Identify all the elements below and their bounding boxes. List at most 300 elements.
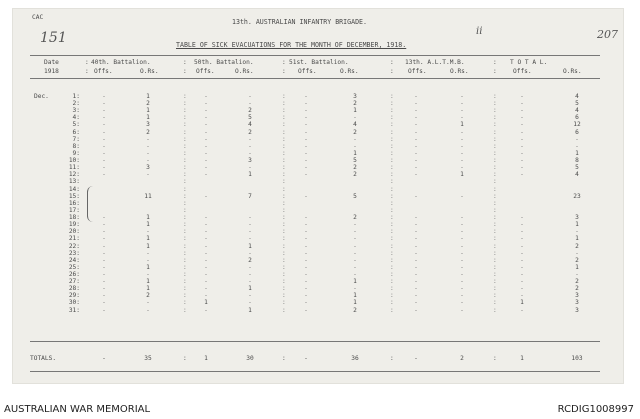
- cell-value: 2: [146, 292, 150, 300]
- cell-value: -: [414, 278, 418, 286]
- row-date: 4:: [72, 114, 80, 122]
- total-value: 1: [520, 355, 524, 362]
- column-separator: :: [493, 285, 497, 293]
- cell-value: -: [102, 107, 106, 115]
- cell-value: -: [146, 299, 150, 307]
- row-date: 21:: [68, 235, 80, 243]
- column-separator: :: [282, 278, 286, 286]
- column-separator: :: [282, 171, 286, 179]
- cell-value: 2: [575, 256, 579, 264]
- cell-value: 3: [248, 157, 252, 165]
- row-date: 12:: [68, 171, 80, 179]
- cell-value: -: [414, 157, 418, 165]
- cell-value: -: [353, 249, 357, 257]
- cell-value: 2: [353, 306, 357, 314]
- corner-code: CAC: [32, 14, 44, 21]
- cell-value: -: [248, 249, 252, 257]
- column-separator: :: [183, 142, 187, 150]
- column-separator: :: [390, 271, 394, 278]
- row-date: 19:: [68, 221, 80, 229]
- cell-value: -: [460, 292, 464, 300]
- cell-value: -: [414, 142, 418, 150]
- cell-value: -: [146, 228, 150, 236]
- row-date: 11:: [68, 164, 80, 172]
- cell-value: -: [520, 285, 524, 293]
- column-separator: :: [390, 93, 394, 100]
- row-date: 5:: [72, 121, 80, 129]
- cell-value: -: [414, 242, 418, 250]
- column-separator: :: [183, 206, 187, 214]
- cell-value: -: [102, 149, 106, 157]
- cell-value: 2: [575, 278, 579, 286]
- cell-value: -: [460, 142, 464, 150]
- totals-separator: :: [390, 355, 394, 362]
- total-value: 30: [246, 355, 254, 362]
- column-separator: :: [282, 128, 286, 136]
- column-separator: :: [183, 235, 187, 243]
- cell-value: -: [304, 306, 308, 314]
- row-date: 30:: [68, 299, 80, 307]
- row-date: 13:: [68, 178, 80, 186]
- cell-value: -: [204, 107, 208, 115]
- cell-value: -: [353, 285, 357, 293]
- cell-value: -: [204, 214, 208, 222]
- handwritten-mark: ii: [476, 26, 483, 37]
- row-date: 24:: [68, 256, 80, 264]
- column-separator: :: [493, 114, 497, 122]
- column-separator: :: [282, 135, 286, 143]
- column-separator: :: [390, 263, 394, 271]
- row-date: 25:: [68, 263, 80, 271]
- cell-value: -: [102, 306, 106, 314]
- cell-value: -: [520, 107, 524, 115]
- cell-value: 2: [248, 128, 252, 136]
- column-separator: :: [493, 171, 497, 179]
- totals-top-rule: [30, 341, 600, 342]
- cell-value: -: [414, 164, 418, 172]
- cell-value: 1: [353, 107, 357, 115]
- column-separator: :: [390, 135, 394, 143]
- column-separator: :: [282, 192, 286, 200]
- column-separator: :: [390, 278, 394, 286]
- column-separator: :: [282, 199, 286, 207]
- cell-value: -: [102, 249, 106, 257]
- cell-value: -: [204, 271, 208, 278]
- header-separator: :: [282, 68, 286, 75]
- cell-value: -: [304, 299, 308, 307]
- cell-value: -: [520, 242, 524, 250]
- column-separator: :: [282, 299, 286, 307]
- cell-value: -: [304, 93, 308, 100]
- column-separator: :: [183, 164, 187, 172]
- cell-value: -: [102, 299, 106, 307]
- header-separator: :: [282, 59, 286, 66]
- column-separator: :: [282, 292, 286, 300]
- cell-value: -: [414, 171, 418, 179]
- cell-value: 2: [248, 107, 252, 115]
- column-separator: :: [493, 164, 497, 172]
- cell-value: -: [520, 292, 524, 300]
- cell-value: 1: [146, 285, 150, 293]
- cell-value: -: [102, 128, 106, 136]
- column-separator: :: [282, 164, 286, 172]
- cell-value: -: [102, 228, 106, 236]
- cell-value: -: [520, 149, 524, 157]
- total-value: 2: [460, 355, 464, 362]
- column-separator: :: [183, 135, 187, 143]
- column-separator: :: [183, 256, 187, 264]
- cell-value: -: [146, 157, 150, 165]
- cell-value: -: [204, 242, 208, 250]
- cell-value: -: [248, 221, 252, 229]
- cell-value: 5: [575, 100, 579, 108]
- column-separator: :: [493, 199, 497, 207]
- cell-value: -: [460, 214, 464, 222]
- cell-value: -: [414, 292, 418, 300]
- header-officers-1: Offs.: [94, 68, 113, 75]
- column-separator: :: [183, 114, 187, 122]
- cell-value: 2: [146, 100, 150, 108]
- table-title: TABLE OF SICK EVACUATIONS FOR THE MONTH OF DECEMBER, 1918.: [176, 41, 407, 49]
- cell-value: -: [353, 135, 357, 143]
- cell-value: -: [460, 93, 464, 100]
- cell-value: -: [520, 306, 524, 314]
- total-value: -: [102, 355, 106, 362]
- column-separator: :: [183, 306, 187, 314]
- cell-value: -: [575, 142, 579, 150]
- bracket-mark: [87, 186, 94, 222]
- handwritten-page-number: 207: [597, 28, 618, 41]
- cell-value: -: [520, 157, 524, 165]
- row-date: 23:: [68, 249, 80, 257]
- column-separator: :: [390, 114, 394, 122]
- cell-value: -: [304, 285, 308, 293]
- cell-value: -: [102, 93, 106, 100]
- column-separator: :: [390, 292, 394, 300]
- column-separator: :: [493, 271, 497, 278]
- row-date: 8:: [72, 142, 80, 150]
- cell-value: -: [204, 128, 208, 136]
- cell-value: -: [414, 235, 418, 243]
- cell-value: -: [353, 221, 357, 229]
- cell-value: 1: [146, 93, 150, 100]
- column-separator: :: [282, 107, 286, 115]
- cell-value: -: [414, 114, 418, 122]
- cell-value: 4: [248, 121, 252, 129]
- column-separator: :: [390, 299, 394, 307]
- header-separator: :: [85, 68, 89, 75]
- cell-value: -: [304, 292, 308, 300]
- column-separator: :: [282, 114, 286, 122]
- cell-value: 4: [575, 107, 579, 115]
- cell-value: -: [248, 93, 252, 100]
- header-bottom-rule: [30, 78, 600, 79]
- column-separator: :: [183, 221, 187, 229]
- cell-value: -: [460, 107, 464, 115]
- row-date: 26:: [68, 271, 80, 278]
- column-separator: :: [282, 306, 286, 314]
- cell-value: 1: [146, 278, 150, 286]
- column-separator: :: [493, 142, 497, 150]
- cell-value: -: [248, 142, 252, 150]
- cell-value: -: [414, 192, 418, 200]
- column-separator: :: [493, 214, 497, 222]
- cell-value: -: [460, 285, 464, 293]
- column-separator: :: [183, 278, 187, 286]
- column-separator: :: [282, 271, 286, 278]
- footer-institution: AUSTRALIAN WAR MEMORIAL: [4, 404, 151, 415]
- cell-value: -: [146, 256, 150, 264]
- cell-value: 11: [144, 192, 152, 200]
- cell-value: -: [520, 214, 524, 222]
- cell-value: -: [304, 214, 308, 222]
- column-separator: :: [282, 256, 286, 264]
- cell-value: -: [414, 121, 418, 129]
- cell-value: 2: [146, 128, 150, 136]
- column-separator: :: [183, 128, 187, 136]
- row-date: 31:: [68, 306, 80, 314]
- cell-value: -: [460, 235, 464, 243]
- cell-value: -: [102, 121, 106, 129]
- cell-value: -: [414, 299, 418, 307]
- header-unit-4: 13th. A.L.T.M.B.: [405, 59, 465, 66]
- column-separator: :: [493, 192, 497, 200]
- cell-value: -: [102, 142, 106, 150]
- cell-value: 5: [248, 114, 252, 122]
- column-separator: :: [390, 242, 394, 250]
- column-separator: :: [282, 285, 286, 293]
- totals-separator: :: [493, 355, 497, 362]
- header-separator: :: [493, 68, 497, 75]
- cell-value: -: [146, 271, 150, 278]
- cell-value: -: [460, 306, 464, 314]
- cell-value: -: [304, 192, 308, 200]
- cell-value: -: [353, 263, 357, 271]
- cell-value: -: [414, 214, 418, 222]
- cell-value: -: [204, 278, 208, 286]
- cell-value: -: [304, 107, 308, 115]
- cell-value: 23: [573, 192, 581, 200]
- cell-value: 1: [353, 299, 357, 307]
- column-separator: :: [282, 235, 286, 243]
- column-separator: :: [390, 128, 394, 136]
- column-separator: :: [390, 199, 394, 207]
- cell-value: 1: [248, 171, 252, 179]
- cell-value: -: [353, 271, 357, 278]
- cell-value: -: [248, 271, 252, 278]
- column-separator: :: [390, 178, 394, 186]
- cell-value: -: [353, 242, 357, 250]
- month-label: Dec.: [34, 93, 49, 100]
- cell-value: -: [575, 249, 579, 257]
- column-separator: :: [183, 171, 187, 179]
- row-date: 18:: [68, 214, 80, 222]
- row-date: 7:: [72, 135, 80, 143]
- cell-value: 1: [575, 263, 579, 271]
- column-separator: :: [493, 249, 497, 257]
- cell-value: -: [204, 149, 208, 157]
- cell-value: -: [460, 114, 464, 122]
- cell-value: -: [520, 135, 524, 143]
- cell-value: 1: [146, 214, 150, 222]
- column-separator: :: [493, 107, 497, 115]
- column-separator: :: [390, 149, 394, 157]
- cell-value: -: [204, 142, 208, 150]
- cell-value: -: [460, 228, 464, 236]
- cell-value: -: [248, 149, 252, 157]
- cell-value: 4: [575, 171, 579, 179]
- cell-value: -: [102, 263, 106, 271]
- cell-value: -: [414, 256, 418, 264]
- cell-value: -: [102, 285, 106, 293]
- cell-value: 1: [248, 285, 252, 293]
- cell-value: -: [414, 249, 418, 257]
- footer-record-id: RCDIG1008997: [557, 404, 634, 415]
- cell-value: -: [460, 263, 464, 271]
- cell-value: 4: [353, 121, 357, 129]
- cell-value: 1: [460, 171, 464, 179]
- cell-value: 1: [575, 221, 579, 229]
- header-other-ranks-1: O.Rs.: [140, 68, 159, 75]
- cell-value: -: [520, 121, 524, 129]
- cell-value: -: [204, 263, 208, 271]
- row-date: 14:: [68, 185, 80, 193]
- cell-value: -: [102, 235, 106, 243]
- row-date: 22:: [68, 242, 80, 250]
- cell-value: 5: [353, 157, 357, 165]
- cell-value: -: [248, 299, 252, 307]
- cell-value: -: [460, 271, 464, 278]
- column-separator: :: [183, 93, 187, 100]
- cell-value: 3: [575, 292, 579, 300]
- cell-value: -: [102, 135, 106, 143]
- cell-value: -: [414, 100, 418, 108]
- cell-value: -: [414, 306, 418, 314]
- cell-value: 3: [146, 164, 150, 172]
- column-separator: :: [183, 149, 187, 157]
- cell-value: 12: [573, 121, 581, 129]
- cell-value: -: [460, 149, 464, 157]
- cell-value: -: [102, 157, 106, 165]
- header-separator: :: [390, 68, 394, 75]
- cell-value: -: [146, 249, 150, 257]
- column-separator: :: [183, 199, 187, 207]
- cell-value: 1: [146, 235, 150, 243]
- column-separator: :: [493, 149, 497, 157]
- column-separator: :: [493, 292, 497, 300]
- column-separator: :: [390, 285, 394, 293]
- column-separator: :: [493, 242, 497, 250]
- cell-value: 1: [204, 299, 208, 307]
- row-date: 6:: [72, 128, 80, 136]
- column-separator: :: [183, 285, 187, 293]
- cell-value: -: [204, 256, 208, 264]
- cell-value: -: [248, 164, 252, 172]
- column-separator: :: [390, 171, 394, 179]
- cell-value: 2: [575, 285, 579, 293]
- cell-value: -: [204, 228, 208, 236]
- cell-value: -: [102, 221, 106, 229]
- cell-value: -: [304, 149, 308, 157]
- cell-value: 6: [575, 128, 579, 136]
- column-separator: :: [183, 178, 187, 186]
- column-separator: :: [493, 135, 497, 143]
- cell-value: 1: [353, 278, 357, 286]
- row-date: 17:: [68, 206, 80, 214]
- column-separator: :: [390, 306, 394, 314]
- cell-value: 2: [575, 242, 579, 250]
- cell-value: -: [414, 285, 418, 293]
- cell-value: -: [204, 114, 208, 122]
- total-value: 35: [144, 355, 152, 362]
- header-officers-5: Offs.: [513, 68, 532, 75]
- cell-value: -: [102, 278, 106, 286]
- column-separator: :: [183, 271, 187, 278]
- cell-value: -: [248, 235, 252, 243]
- column-separator: :: [183, 228, 187, 236]
- cell-value: -: [520, 256, 524, 264]
- row-date: 27:: [68, 278, 80, 286]
- column-separator: :: [282, 263, 286, 271]
- row-date: 16:: [68, 199, 80, 207]
- cell-value: -: [102, 100, 106, 108]
- header-officers-4: Offs.: [408, 68, 427, 75]
- column-separator: :: [282, 157, 286, 165]
- total-value: 1: [204, 355, 208, 362]
- column-separator: :: [390, 164, 394, 172]
- cell-value: -: [304, 121, 308, 129]
- column-separator: :: [493, 235, 497, 243]
- column-separator: :: [493, 221, 497, 229]
- cell-value: -: [520, 164, 524, 172]
- cell-value: -: [102, 292, 106, 300]
- cell-value: 2: [353, 171, 357, 179]
- column-separator: :: [282, 178, 286, 186]
- cell-value: -: [248, 263, 252, 271]
- brigade-heading: 13th. AUSTRALIAN INFANTRY BRIGADE.: [232, 18, 367, 26]
- column-separator: :: [183, 299, 187, 307]
- cell-value: -: [304, 249, 308, 257]
- cell-value: 3: [575, 299, 579, 307]
- header-other-ranks-5: O.Rs.: [563, 68, 582, 75]
- cell-value: -: [460, 299, 464, 307]
- header-separator: :: [183, 59, 187, 66]
- column-separator: :: [282, 185, 286, 193]
- column-separator: :: [282, 142, 286, 150]
- column-separator: :: [390, 221, 394, 229]
- cell-value: -: [520, 171, 524, 179]
- cell-value: -: [304, 235, 308, 243]
- cell-value: -: [304, 135, 308, 143]
- column-separator: :: [390, 192, 394, 200]
- cell-value: 2: [353, 214, 357, 222]
- header-unit-2: 50th. Battalion.: [194, 59, 254, 66]
- cell-value: -: [102, 164, 106, 172]
- cell-value: -: [353, 142, 357, 150]
- row-date: 15:: [68, 192, 80, 200]
- cell-value: -: [460, 164, 464, 172]
- row-date: 9:: [72, 149, 80, 157]
- cell-value: 1: [353, 292, 357, 300]
- cell-value: 8: [575, 157, 579, 165]
- column-separator: :: [390, 214, 394, 222]
- cell-value: -: [304, 278, 308, 286]
- cell-value: 1: [146, 263, 150, 271]
- cell-value: -: [460, 100, 464, 108]
- cell-value: -: [520, 100, 524, 108]
- column-separator: :: [493, 206, 497, 214]
- cell-value: -: [248, 214, 252, 222]
